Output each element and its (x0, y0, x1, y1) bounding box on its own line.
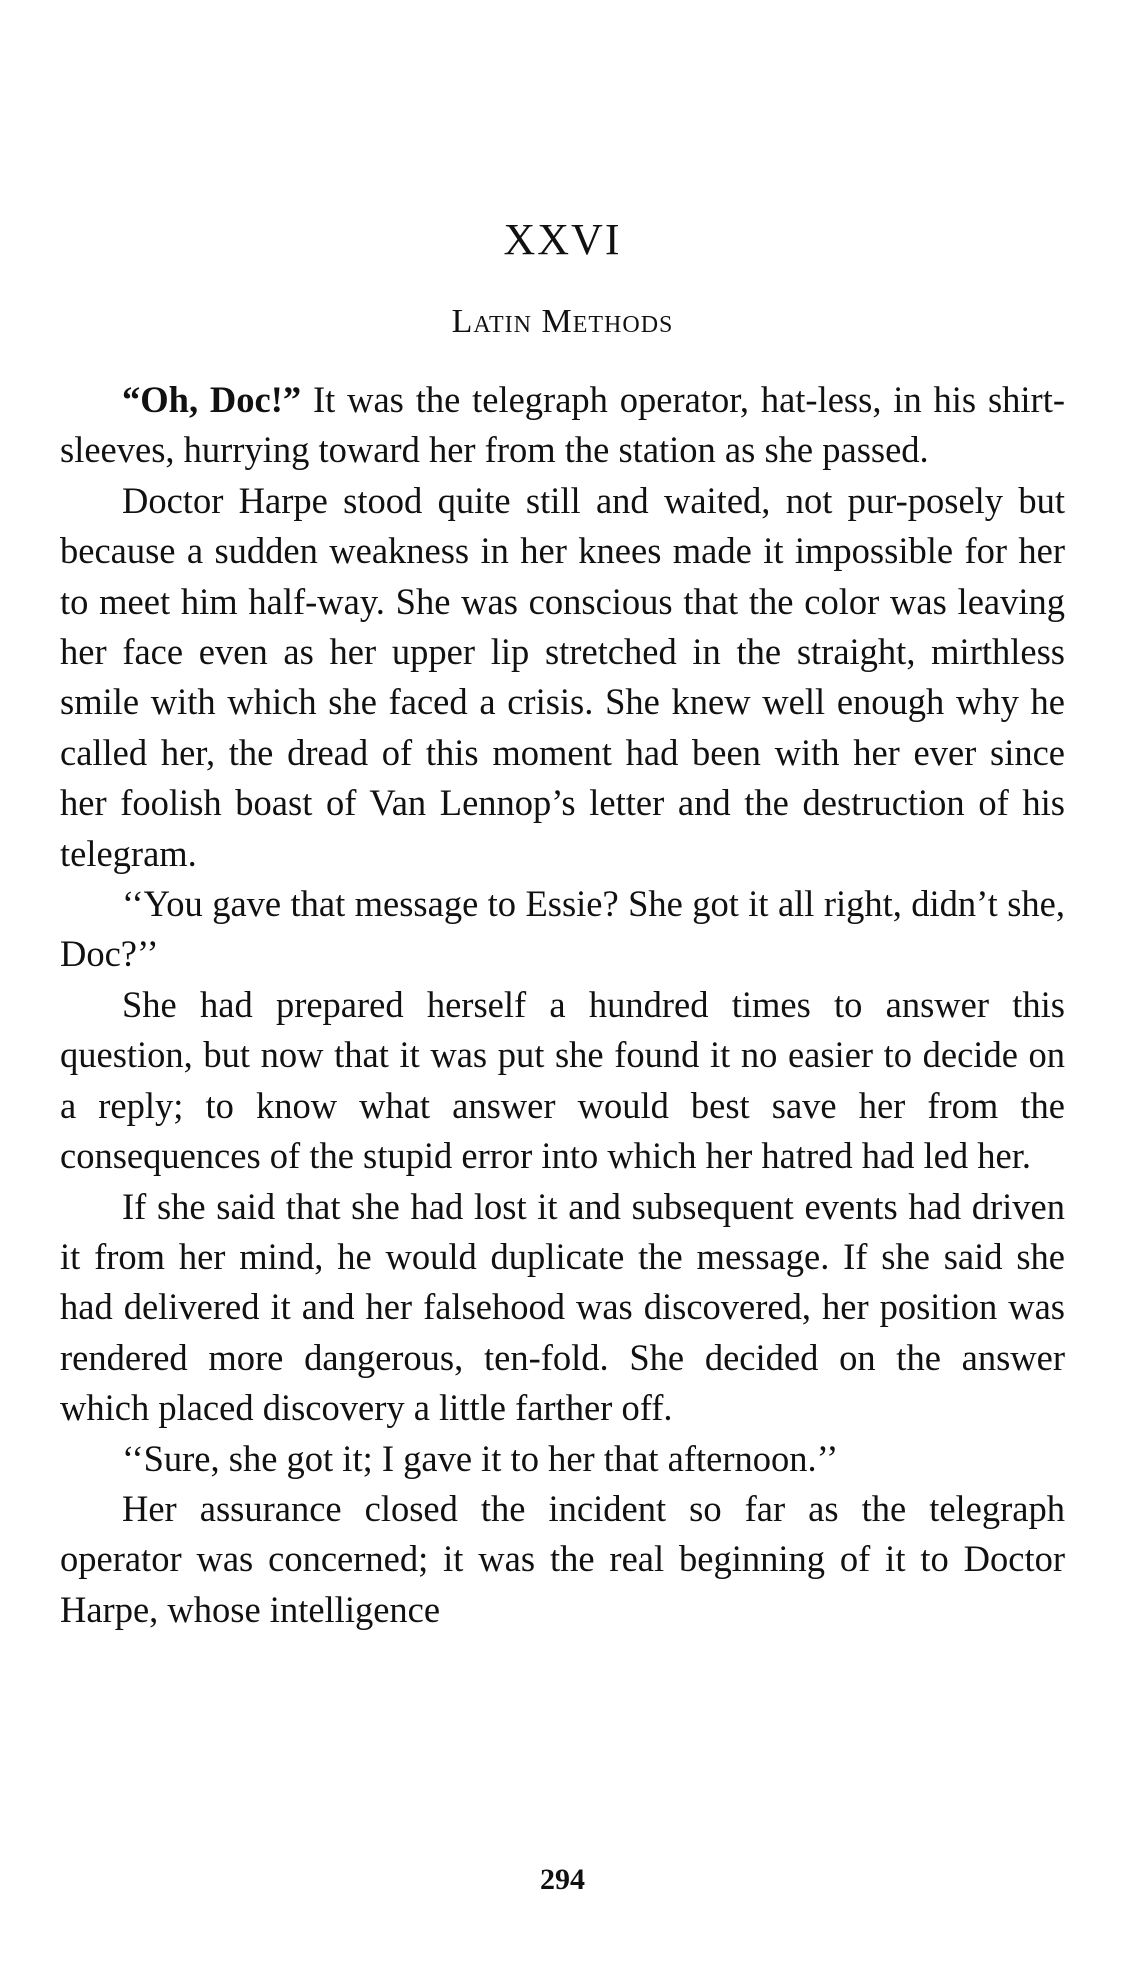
paragraph-text: It was the telegraph operator, hat-less, in his shirt-sleeves, hurrying toward her from the station as she passed. (60, 379, 1066, 471)
paragraph: Her assurance closed the incident so far as the telegraph operator was concerned; it was the real beginning of it to Doctor Harpe, whose intelligence (60, 1487, 1065, 1630)
paragraph (60, 375, 1065, 476)
paragraph: If she said that she had lost it and subsequent events had driven it from her mind, he would duplicate the message. If she said she had delivered it and her falsehood was discovered, her position was rendered more dangerous, ten-fold. She decided on the answer which placed discovery a little farther off. (60, 1185, 1065, 1429)
paragraph: ‘‘You gave that message to Essie? She got it all right, didn’t she, Doc?’’ (60, 883, 1065, 975)
paragraph: ‘‘Sure, she got it; I gave it to her that afternoon.’’ (122, 1437, 839, 1479)
chapter-title: Latin Methods (451, 303, 674, 340)
chapter-number: XXVI (503, 215, 622, 264)
opening-exclamation: “Oh, Doc!” (122, 379, 302, 420)
paragraph: She had prepared herself a hundred times to answer this question, but now that it was put she found it no easier to decide on a reply; to know what answer would best save her from the consequences of the stupid error into which her hatred had led her. (60, 983, 1065, 1177)
page-number: 294 (540, 1863, 585, 1896)
paragraph: Doctor Harpe stood quite still and waited, not pur-posely but because a sudden weakness in her knees made it impossible for her to meet him half-way. She was conscious that the color was leaving her face even as her upper lip stretched in the straight, mirthless smile with which she faced a crisis. She knew well enough why he called her, the dread of this moment had been with her ever since her foolish boast of Van Lennop’s letter and the destruction of his telegram. (60, 479, 1065, 874)
book-page (60, 0, 1065, 1970)
body-text (60, 375, 1065, 1635)
